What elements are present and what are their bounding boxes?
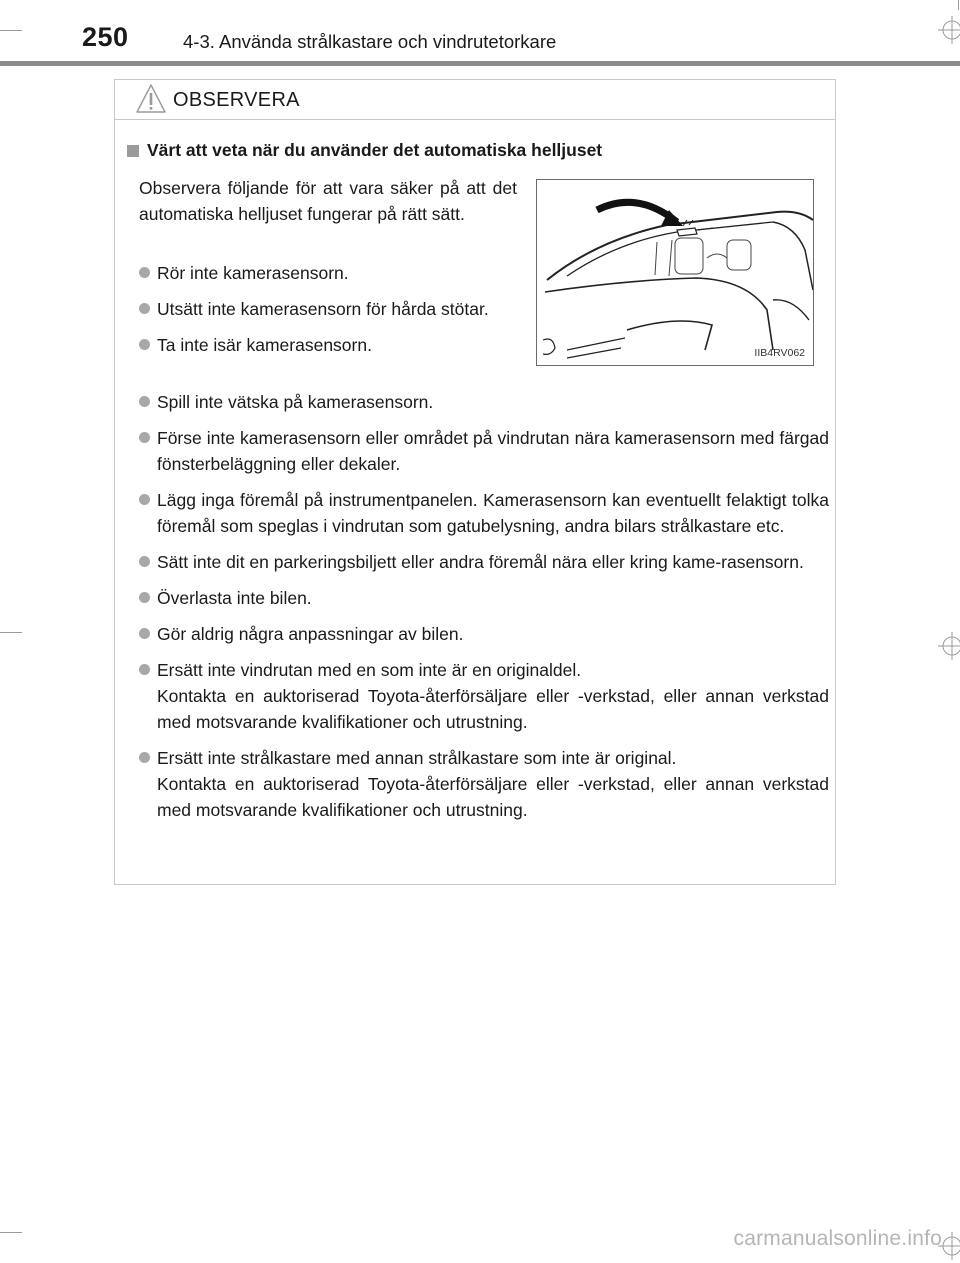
bullet-list-wide [139,389,829,823]
list-item-text: Sätt inte dit en parkeringsbiljett eller andra föremål nära eller kring kame-rasensorn. [157,552,804,572]
bullet-list-narrow [139,260,517,358]
intro-paragraph: Observera följande för att vara säker på att det automatiska helljuset fungerar på rätt sätt. [139,178,517,224]
list-item-text: Förse inte kamerasensorn eller området på vindrutan nära kamerasensorn med färgad fönsterbeläggning eller dekaler. [157,428,829,474]
list-item-text: Överlasta inte bilen. [157,588,312,608]
list-item-text: Lägg inga föremål på instrumentpanelen. Kamerasensorn kan eventuellt felaktigt tolka föremål som speglas i vindrutan som gatubelysning, andra bilars strålkastare etc. [157,490,829,536]
list-item-text: Ersätt inte strålkastare med annan strålkastare som inte är original. [157,748,677,768]
list-item [139,425,829,477]
list-item-text: Rör inte kamerasensorn. [157,263,349,283]
list-item [139,260,517,286]
notice-title: OBSERVERA [173,89,300,111]
crop-mark [0,1232,22,1233]
square-bullet-icon [127,145,139,157]
watermark: carmanualsonline.info [733,1227,942,1250]
bullet-dot-icon [139,303,150,314]
bullet-dot-icon [139,494,150,505]
notice-header [115,80,835,120]
list-item-text: Utsätt inte kamerasensorn för hårda stötar. [157,299,489,319]
page-header [0,0,960,66]
bullet-dot-icon [139,396,150,407]
bullet-dot-icon [139,628,150,639]
section-heading [127,140,602,161]
bullet-dot-icon [139,267,150,278]
figure-code: IIB4RV062 [754,347,805,359]
list-item [139,585,829,611]
windshield-sensor-drawing [537,180,813,365]
bullet-dot-icon [139,432,150,443]
header-rule [0,61,960,66]
bullet-dot-icon [139,752,150,763]
registration-mark-icon [938,632,960,660]
bullet-dot-icon [139,664,150,675]
list-item-text: Spill inte vätska på kamerasensorn. [157,392,434,412]
list-item [139,745,829,823]
list-item [139,657,829,735]
list-item-text: Ersätt inte vindrutan med en som inte är en originaldel. [157,660,582,680]
crop-mark [0,632,22,633]
list-item-text: Ta inte isär kamerasensorn. [157,335,372,355]
list-item [139,389,829,415]
list-item-text-continued: Kontakta en auktoriserad Toyota-återförsäljare eller -verkstad, eller annan verkstad med motsvarande kvalifikationer och utrustning. [157,774,829,820]
notice-box [114,79,836,885]
list-item-text-continued: Kontakta en auktoriserad Toyota-återförsäljare eller -verkstad, eller annan verkstad med motsvarande kvalifikationer och utrustning. [157,686,829,732]
bullet-dot-icon [139,339,150,350]
bullet-dot-icon [139,556,150,567]
list-item [139,621,829,647]
list-item [139,487,829,539]
page-number: 250 [82,22,129,52]
list-item-text: Gör aldrig några anpassningar av bilen. [157,624,464,644]
list-item [139,332,517,358]
car-camera-sensor-illustration [536,179,814,366]
list-item [139,296,517,322]
list-item [139,549,829,575]
chapter-title: 4-3. Använda strålkastare och vindrutetorkare [183,31,557,52]
section-heading-text: Värt att veta när du använder det automatiska helljuset [147,140,603,160]
warning-triangle-icon [135,83,167,115]
bullet-dot-icon [139,592,150,603]
